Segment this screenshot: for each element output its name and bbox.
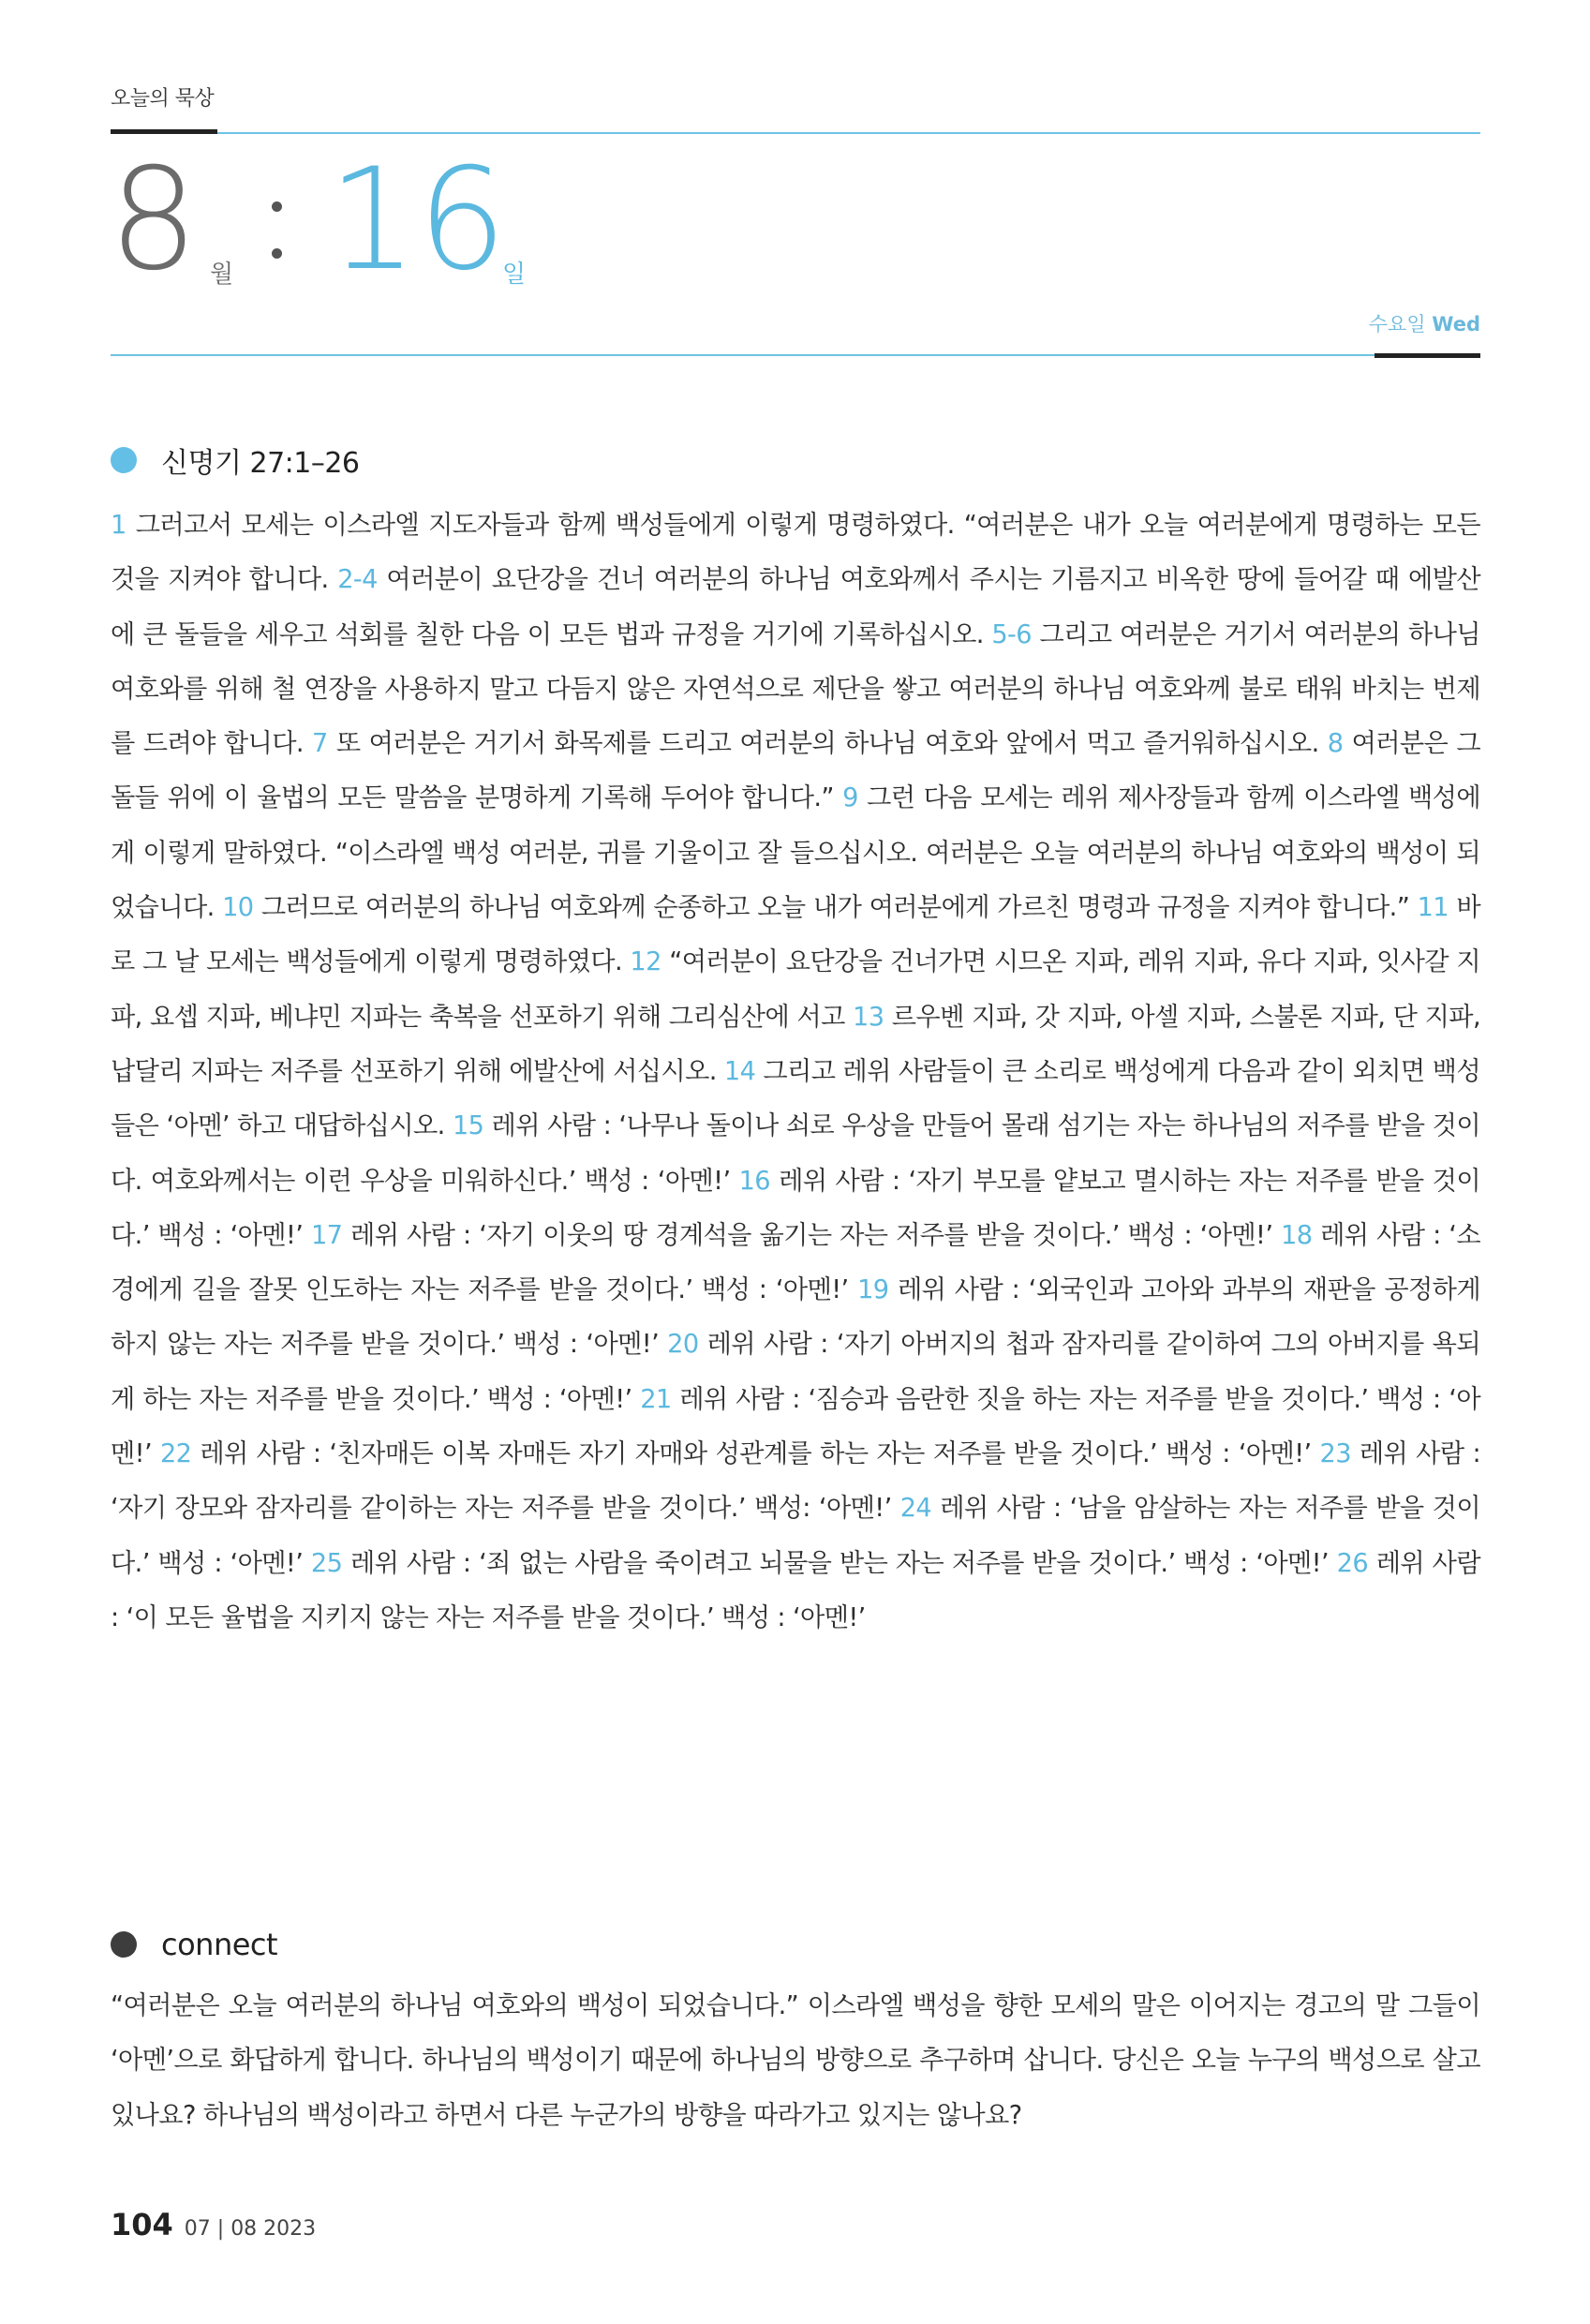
verse-text: 레위 사람 : ‘죄 없는 사람을 죽이려고 뇌물을 받는 자는 저주를 받을 것이다.’ 백성 : ‘아멘!’ — [342, 1548, 1337, 1578]
verse-text: 레위 사람 : ‘친자매든 이복 자매든 자기 자매와 성관계를 하는 자는 저주를 받을 것이다.’ 백성 : ‘아멘!’ — [191, 1439, 1320, 1469]
scripture-reference: 신명기 27:1–26 — [161, 447, 360, 480]
verse-text: 여러분이 요단강을 건너 여러분의 하나님 여호와께서 주시는 기름지고 비옥한 땅에 들어갈 때 에발산에 큰 돌들을 세우고 석회를 칠한 다음 이 모든 법과 규정을 거기에 기록하십시오. — [111, 565, 1480, 649]
verse-number: 9 — [842, 783, 858, 813]
verse-number: 1 — [111, 511, 126, 540]
date-month-unit: 월 — [210, 261, 234, 289]
date-day-unit: 일 — [502, 261, 527, 289]
verse-number: 24 — [899, 1494, 932, 1524]
verse-text: 르우벤 지파, 갓 지파, 아셀 지파, 스불론 지파, 단 지파, 납달리 지파는 저주를 선포하기 위해 에발산에 서십시오. — [111, 1002, 1480, 1086]
verse-text: 레위 사람 : ‘외국인과 고아와 과부의 재판을 공정하게 하지 않는 자는 저주를 받을 것이다.’ 백성 : ‘아멘!’ — [111, 1275, 1480, 1360]
scripture-heading — [111, 439, 360, 481]
verse-text: 레위 사람 : ‘자기 아버지의 첩과 잠자리를 같이하여 그의 아버지를 욕되게 하는 자는 저주를 받을 것이다.’ 백성 : ‘아멘!’ — [111, 1330, 1480, 1414]
bullet-dot-icon — [111, 447, 137, 473]
verse-text: 레위 사람 : ‘남을 암살하는 자는 저주를 받을 것이다.’ 백성 : ‘아멘!’ — [111, 1494, 1480, 1578]
verse-number: 2-4 — [337, 565, 378, 595]
verse-number: 10 — [222, 893, 254, 923]
verse-number: 20 — [667, 1330, 699, 1360]
connect-heading — [111, 1927, 277, 1962]
bullet-dot-icon — [111, 1931, 137, 1958]
date-month: 8 — [109, 139, 199, 302]
page-number: 104 — [111, 2207, 173, 2242]
header-divider-accent — [1375, 353, 1480, 358]
weekday-en: Wed — [1432, 313, 1480, 335]
verse-number: 5-6 — [991, 619, 1032, 649]
date-colon-icon — [272, 201, 283, 272]
verse-text: 레위 사람 : ‘짐승과 음란한 짓을 하는 자는 저주를 받을 것이다.’ 백성 : ‘아멘!’ — [111, 1384, 1480, 1469]
verse-text: 레위 사람 : ‘나무나 돌이나 쇠로 우상을 만들어 몰래 섬기는 자는 하나님의 저주를 받을 것이다. 여호와께서는 이런 우상을 미워하신다.’ 백성 : ‘아멘!’ — [111, 1111, 1480, 1196]
verse-number: 11 — [1417, 893, 1449, 923]
header-divider — [111, 354, 1480, 356]
verse-text: 바로 그 날 모세는 백성들에게 이렇게 명령하였다. — [111, 893, 1480, 977]
verse-number: 17 — [310, 1220, 343, 1250]
verse-text: 여러분은 그 돌들 위에 이 율법의 모든 말씀을 분명하게 기록해 두어야 합니다.” — [111, 729, 1481, 813]
verse-number: 13 — [853, 1002, 884, 1032]
verse-text: 그러므로 여러분의 하나님 여호와께 순종하고 오늘 내가 여러분에게 가르친 명령과 규정을 지켜야 합니다.” — [253, 893, 1418, 923]
verse-number: 25 — [310, 1548, 343, 1578]
verse-text: 레위 사람 : ‘소경에게 길을 잘못 인도하는 자는 저주를 받을 것이다.’ 백성 : ‘아멘!’ — [111, 1220, 1480, 1305]
verse-text: 그러고서 모세는 이스라엘 지도자들과 함께 백성들에게 이렇게 명령하였다. “여러분은 내가 오늘 여러분에게 명령하는 모든 것을 지켜야 합니다. — [111, 511, 1480, 595]
verse-number: 15 — [452, 1111, 484, 1141]
weekday — [1369, 309, 1480, 337]
verse-number: 23 — [1319, 1439, 1351, 1469]
verse-number: 19 — [857, 1275, 889, 1305]
verse-text: 레위 사람 : ‘자기 장모와 잠자리를 같이하는 자는 저주를 받을 것이다.’ 백성: ‘아멘!’ — [111, 1439, 1481, 1524]
verse-text: 그런 다음 모세는 레위 제사장들과 함께 이스라엘 백성에게 이렇게 말하였다. “이스라엘 백성 여러분, 귀를 기울이고 잘 들으십시오. 여러분은 오늘 여러분의 하나님 여호와의 백성이 되었습니다. — [111, 783, 1480, 923]
weekday-ko: 수요일 — [1368, 313, 1426, 335]
top-divider — [111, 132, 1480, 134]
verse-text: 레위 사람 : ‘자기 이웃의 땅 경계석을 옮기는 자는 저주를 받을 것이다.’ 백성 : ‘아멘!’ — [342, 1220, 1282, 1250]
connect-title: connect — [161, 1927, 278, 1962]
page-footer — [111, 2207, 316, 2242]
verse-number: 16 — [738, 1166, 770, 1196]
verse-number: 18 — [1281, 1220, 1313, 1250]
verse-number: 26 — [1336, 1548, 1369, 1578]
verse-text: 레위 사람 : ‘자기 부모를 얕보고 멸시하는 자는 저주를 받을 것이다.’ 백성 : ‘아멘!’ — [111, 1166, 1480, 1250]
section-label: 오늘의 묵상 — [111, 87, 215, 111]
verse-number: 12 — [630, 947, 661, 977]
verse-text: 레위 사람 : ‘이 모든 율법을 지키지 않는 자는 저주를 받을 것이다.’ 백성 : ‘아멘!’ — [111, 1548, 1481, 1632]
verse-text: “여러분이 요단강을 건너가면 시므온 지파, 레위 지파, 유다 지파, 잇사갈 지파, 요셉 지파, 베냐민 지파는 축복을 선포하기 위해 그리심산에 서고 — [111, 947, 1480, 1032]
verse-text: 그리고 레위 사람들이 큰 소리로 백성에게 다음과 같이 외치면 백성들은 ‘아멘’ 하고 대답하십시오. — [111, 1056, 1480, 1141]
date-day: 16 — [328, 139, 507, 302]
verse-number: 21 — [640, 1384, 672, 1414]
verse-text: 또 여러분은 거기서 화목제를 드리고 여러분의 하나님 여호와 앞에서 먹고 즐거워하십시오. — [327, 729, 1328, 759]
connect-text: “여러분은 오늘 여러분의 하나님 여호와의 백성이 되었습니다.” 이스라엘 백성을 향한 모세의 말은 이어지는 경고의 말 그들이 ‘아멘’으로 화답하게 합니다. 하나님의 백성이기 때문에 하나님의 방향으로 추구하며 삽니다. 당신은 오늘 누구의 백성으로 살고 있나요? 하나님의 백성이라고 하면서 다른 누군가의 방향을 따라가고 있지는 않나요? — [111, 1991, 1480, 2130]
scripture-text — [111, 499, 1480, 1646]
verse-number: 14 — [723, 1056, 756, 1086]
verse-number: 8 — [1327, 729, 1344, 759]
verse-number: 22 — [159, 1439, 192, 1469]
issue-label: 07 | 08 2023 — [184, 2217, 317, 2241]
verse-text: 그리고 여러분은 거기서 여러분의 하나님 여호와를 위해 철 연장을 사용하지 말고 다듬지 않은 자연석으로 제단을 쌓고 여러분의 하나님 여호와께 불로 태워 바치는 번제를 드려야 합니다. — [111, 619, 1480, 759]
top-divider-accent — [111, 129, 217, 134]
verse-number: 7 — [312, 729, 328, 759]
